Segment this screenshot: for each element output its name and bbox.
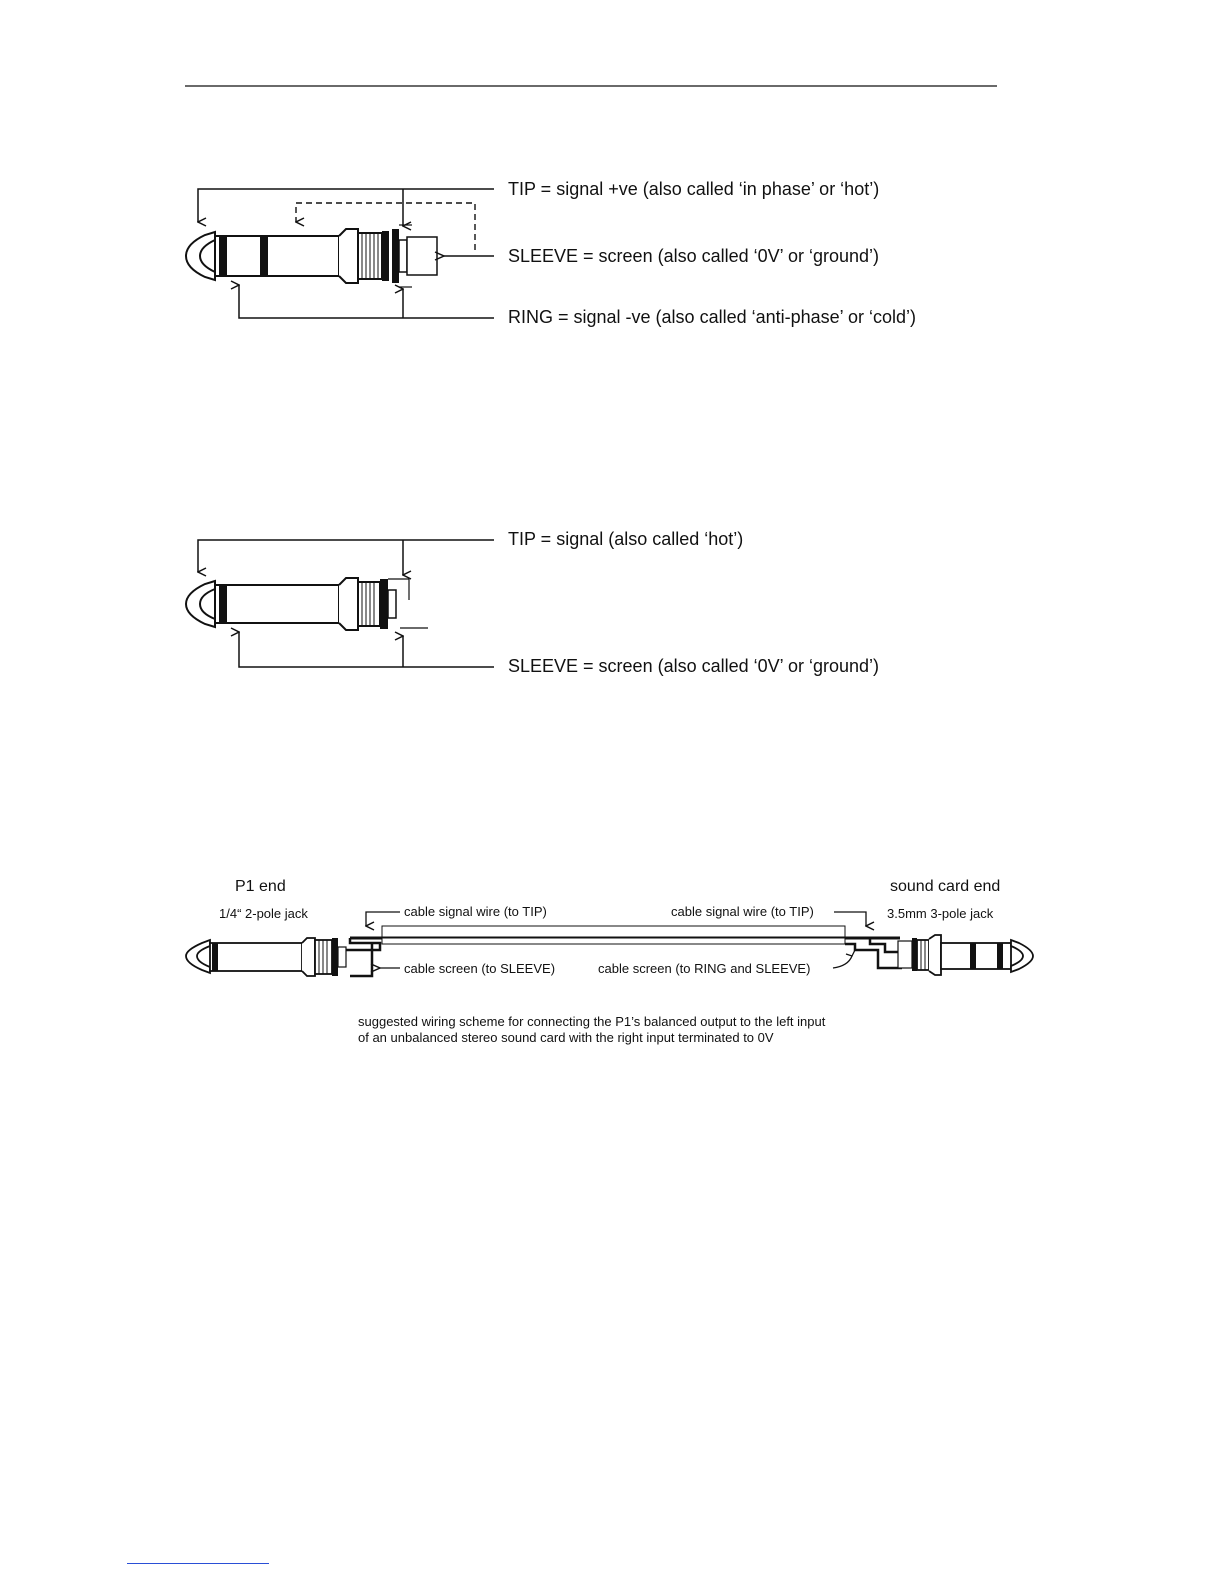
- signal-wire-right-label: cable signal wire (to TIP): [671, 904, 814, 919]
- left-ts-plug-drawing: [186, 938, 346, 976]
- ts-sleeve-leader-line: [239, 632, 494, 667]
- left-end-title: P1 end: [235, 878, 286, 895]
- screen-left-label: cable screen (to SLEEVE): [404, 961, 556, 976]
- right-trs-plug-drawing: [898, 935, 1033, 975]
- signal-wire-left-label: cable signal wire (to TIP): [404, 904, 547, 919]
- balanced-jack-diagram: [186, 189, 494, 318]
- trs-plug-drawing: [186, 225, 437, 287]
- cable-caption-line-2: of an unbalanced stereo sound card with the right input terminated to 0V: [358, 1030, 774, 1045]
- tip-unbalanced-label: TIP = signal (also called ‘hot’): [508, 529, 744, 549]
- sleeve-unbalanced-label: SLEEVE = screen (also called ‘0V’ or ‘ground’): [508, 656, 880, 676]
- sleeve-balanced-label: SLEEVE = screen (also called ‘0V’ or ‘ground’): [508, 246, 880, 266]
- cable-caption-line-1: suggested wiring scheme for connecting the P1’s balanced output to the left input: [358, 1014, 826, 1029]
- left-end-type: 1/4“ 2-pole jack: [219, 906, 308, 921]
- tip-balanced-label: TIP = signal +ve (also called ‘in phase’ or ‘hot’): [508, 179, 880, 199]
- right-end-title: sound card end: [890, 878, 1001, 895]
- right-end-type: 3.5mm 3-pole jack: [887, 906, 994, 921]
- screen-right-label: cable screen (to RING and SLEEVE): [598, 961, 811, 976]
- unbalanced-jack-diagram: [186, 540, 494, 667]
- ring-leader-line: [239, 285, 494, 318]
- ts-tip-leader-line: [198, 540, 494, 572]
- tip-leader-line: [198, 189, 494, 222]
- ts-plug-drawing: [186, 578, 428, 630]
- cable-body: [382, 926, 845, 938]
- cable-caption: [358, 1014, 918, 1046]
- ring-balanced-label: RING = signal -ve (also called ‘anti-phase’ or ‘cold’): [508, 307, 917, 327]
- footer-link-underline[interactable]: [127, 1563, 269, 1564]
- signal-wire-right-leader: [834, 912, 866, 926]
- signal-wire-left-leader: [366, 912, 400, 926]
- screen-right-leader: [833, 956, 852, 968]
